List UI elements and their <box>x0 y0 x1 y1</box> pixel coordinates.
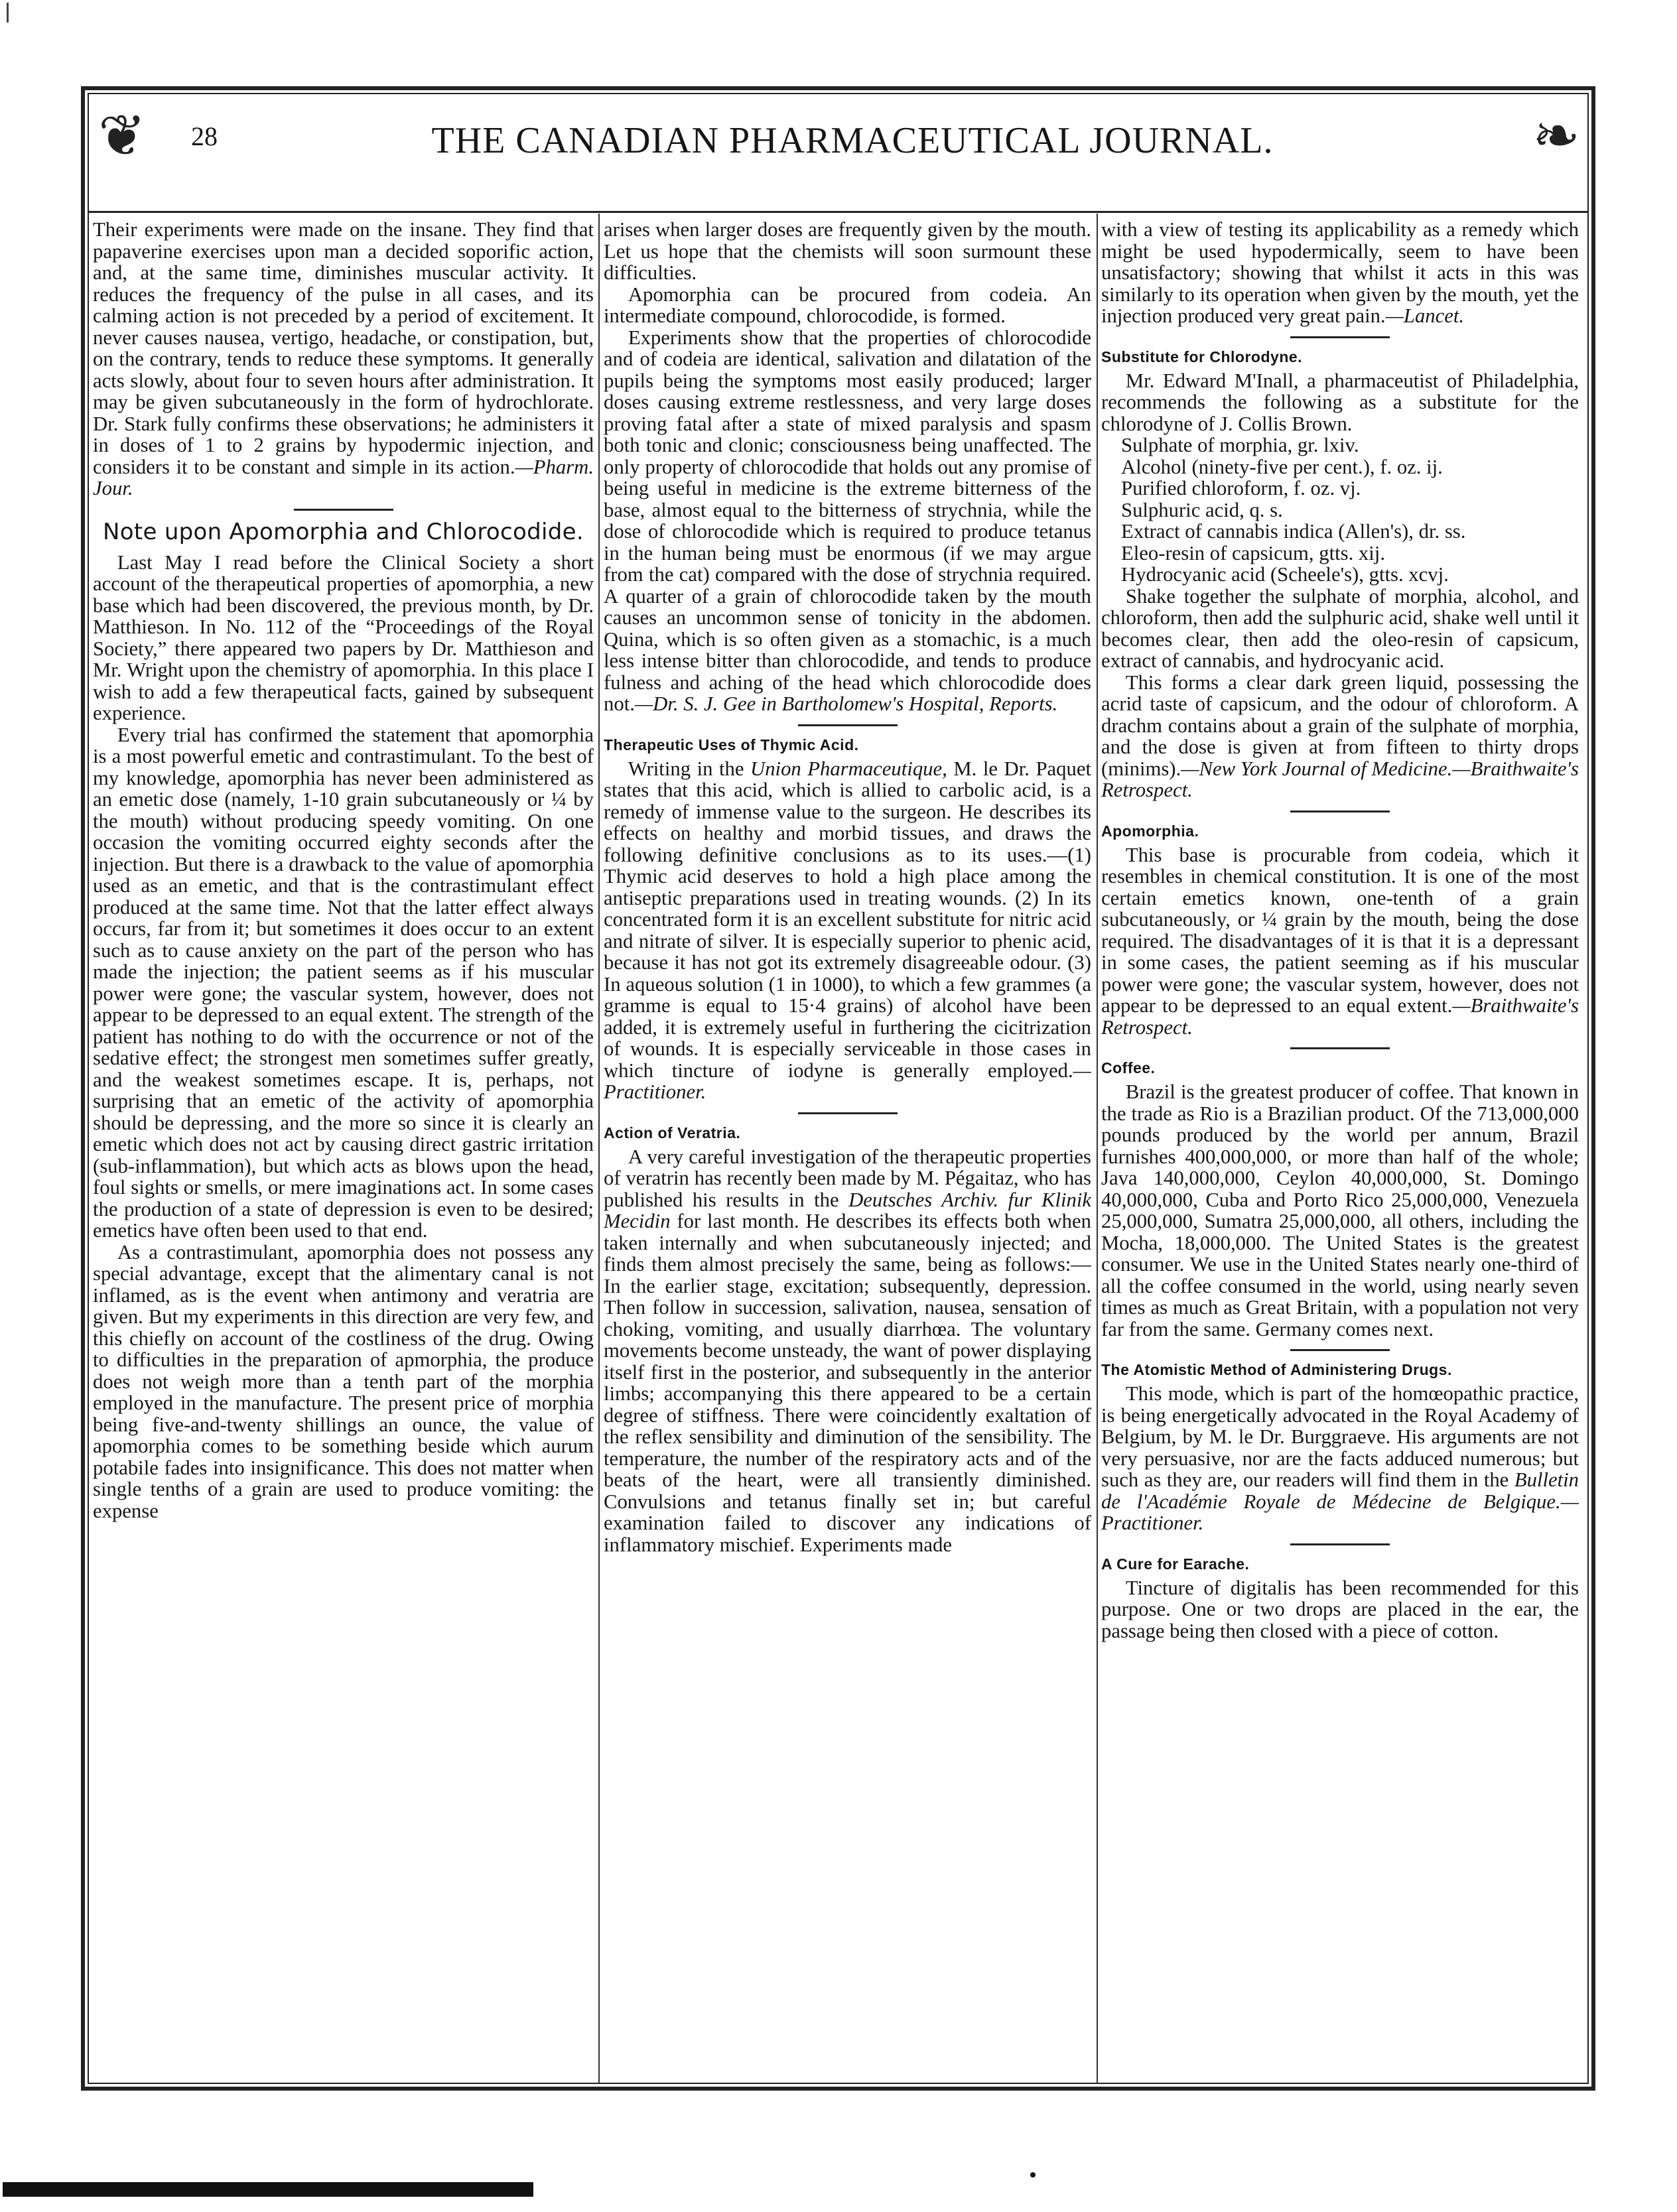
formula-item: Eleo-resin of capsicum, gtts. xij. <box>1121 541 1385 564</box>
paragraph-text: This forms a clear dark green liquid, possessing the acrid taste of capsicum, and the odour of chloroform. A drachm contains about a grain of the sulphate of morphia, and the dose is given at from fifteen to thirty drops (minims). <box>1101 671 1579 780</box>
source-citation: —Dr. S. J. Gee in Bartholomew's Hospital, Reports. <box>634 692 1058 715</box>
formula-item: Sulphuric acid, q. s. <box>1121 498 1283 521</box>
journal-name: Union Pharmaceutique, <box>750 757 947 780</box>
paragraph: Shake together the sulphate of morphia, alcohol, and chloroform, then add the sulphuric acid, shake well until it becomes clear, then add the oleo-resin of capsicum, extract of cannabis, and hydrocyanic acid. <box>1101 584 1579 672</box>
paragraph: Tincture of digitalis has been recommended for this purpose. One or two drops are placed in the ear, the passage being then closed with a piece of cotton. <box>1101 1576 1579 1642</box>
paragraph <box>1101 672 1579 801</box>
paragraph: Brazil is the greatest producer of coffee. That known in the trade as Rio is a Brazilian product. Of the 713,000,000 pounds produced by the world per annum, Brazil furnishes 400,000,000, or more than half of the whole; Java 140,000,000, Ceylon 40,000,000, St. Domingo 40,000,000, Cuba and Porto Rico 25,000,000, Venezuela 25,000,000, Sumatra 25,000,000, all others, including the Mocha, 18,000,000. The United States is the greatest consumer. We use in the United States nearly one-third of all the coffee consumed in the world, using nearly seven times as much as Great Britain, with a population not very far from the same. Germany comes next. <box>1101 1080 1579 1340</box>
scan-edge-bar <box>3 2182 533 2197</box>
paragraph-text: Writing in the <box>628 757 751 780</box>
formula-item: Sulphate of morphia, gr. lxiv. <box>1121 434 1359 456</box>
paragraph <box>93 219 594 499</box>
section-rule <box>798 724 898 726</box>
paragraph-text: Experiments show that the properties of chlorocodide and of codeia are identical, salivation and dilatation of the pupils being the symptoms most easily produced; larger doses causing extreme restlessness, and very large doses proving fatal after a state of mixed paralysis and spasm both tonic and clonic; consciousness being unaffected. The only property of chlorocodide that holds out any promise of being useful in medicine is the extreme bitterness of the base, almost equal to the bitterness of strychnia, while the dose of chlorocodide which is required to produce tetanus in the human being must be enormous (if we may argue from the cat) compared with the dose of strychnia required. A quarter of a grain of chlorocodide taken by the mouth causes an uncommon sense of tonicity in the abdomen. Quina, which is so often given as a stomachic, is a much less intense bitter than chlorocodide, and tends to produce fulness and aching of the head which chlorocodide does not. <box>604 326 1091 715</box>
source-citation: —Braithwaite's Retrospect. <box>1101 994 1579 1039</box>
column-rule <box>598 214 600 2083</box>
source-citation: —Practitioner. <box>604 1059 1091 1103</box>
section-rule <box>1290 1349 1390 1351</box>
article-title: The Atomistic Method of Administering Drugs. <box>1101 1361 1452 1378</box>
article-title: Substitute for Chlorodyne. <box>1101 348 1303 365</box>
formula-item: Alcohol (ninety-five per cent.), f. oz. ij. <box>1121 455 1443 478</box>
paragraph: Last May I read before the Clinical Society a short account of the therapeutical properties of apomorphia, a new base which had been discovered, the previous month, by Dr. Matthieson. In No. 112 of the “Proceedings of the Royal Society,” there appeared two papers by Dr. Matthieson and Mr. Wright upon the chemistry of apomorphia. In this place I wish to add a few therapeutical facts, gained by subsequent experience. <box>93 551 594 724</box>
paragraph-text: for last month. He describes its effects both when taken internally and when subcutaneously injected; and finds them almost precisely the same, being as follows:—In the earlier stage, excitation; subsequently, depression. Then follow in succession, salivation, nausea, sensation of choking, vomiting, and usually diarrhœa. The voluntary movements become unsteady, the want of power displaying itself first in the posterior, and subsequently in the anterior limbs; accompanying this there appeared to be a certain degree of stiffness. There were coincidently exaltation of the reflex sensibility and diminution of the sensibility. The temperature, the number of the respiratory acts and of the beats of the heart, were all transiently diminished. Convulsions and tetanus finally set in; but careful examination failed to discover any indications of inflammatory mischief. Experiments made <box>604 1210 1091 1556</box>
column-2 <box>604 219 1091 2212</box>
paragraph <box>1101 844 1579 1039</box>
source-citation: —Lancet. <box>1385 304 1465 327</box>
formula-list <box>1101 434 1579 586</box>
article-title: Therapeutic Uses of Thymic Acid. <box>604 736 859 753</box>
paragraph: arises when larger doses are frequently given by the mouth. Let us hope that the chemists will soon surmount these difficulties. <box>604 219 1091 284</box>
source-citation: —Practitioner. <box>1101 1490 1579 1534</box>
column-3 <box>1101 219 1579 2212</box>
article-title: A Cure for Earache. <box>1101 1555 1250 1573</box>
scan-speck <box>1030 2172 1036 2178</box>
section-rule <box>1290 1047 1390 1049</box>
paragraph: Mr. Edward M'Inall, a pharmaceutist of Philadelphia, recommends the following as a substitute for the chlorodyne of J. Collis Brown. <box>1101 369 1579 435</box>
paragraph <box>604 1146 1091 1556</box>
paragraph <box>1101 219 1579 327</box>
corner-ornament-right-icon: ❧ <box>1532 104 1580 168</box>
formula-item: Purified chloroform, f. oz. vj. <box>1121 477 1361 499</box>
paragraph-text: Their experiments were made on the insane. They find that papaverine exercises upon man a decided soporific action, and, at the same time, diminishes muscular activity. It reduces the frequency of the pulse in all cases, and its calming action is not preceded by a period of excitement. It never causes nausea, vertigo, headache, or constipation, but, on the contrary, tends to reduce these symptoms. It generally acts slowly, about four to seven hours after administration. It may be given subcutaneously in the form of hydrochlorate. Dr. Stark fully confirms these observations; he administers it in doses of 1 to 2 grains by hypodermic injection, and considers it to be constant and simple in its action. <box>93 219 594 478</box>
paragraph: Apomorphia can be procured from codeia. An intermediate compound, chlorocodide, is formed. <box>604 283 1091 327</box>
section-rule <box>1290 336 1390 338</box>
column-1 <box>93 219 594 2212</box>
page-number: 28 <box>191 121 218 151</box>
article-title: Action of Veratria. <box>604 1124 741 1141</box>
paragraph: Every trial has confirmed the statement that apomorphia is a most powerful emetic and contrastimulant. To the best of my knowledge, apomorphia has never been administered as an emetic dose (namely, 1-10 grain subcutaneously or ¼ by the mouth) without producing speedy vomiting. On one occasion the vomiting occurred eighty seconds after the injection. But there is a drawback to the value of apomorphia used as an emetic, and that is the contrastimulant effect produced at the same time. Not that the latter effect always occurs, far from it; but sometimes it does occur to an extent such as to cause anxiety on the part of the person who has made the injection; the patient seems as if his muscular power were gone; the vascular system, however, does not appear to be depressed to an equal extent. The strength of the patient has nothing to do with the occurrence or not of the sedative effect; the strongest men sometimes suffer greatly, and the weakest sometimes escape. It is, perhaps, not surprising that an emetic of the activity of apomorphia should be depressing, and the more so since it is clearly an emetic which does not act by causing direct gastric irritation (sub-inflammation), but which acts as blows upon the head, foul sights or smells, or mere imaginations act. In some cases the production of a state of depression is even to be desired; emetics have often been used to that end. <box>93 723 594 1242</box>
formula-item: Extract of cannabis indica (Allen's), dr. ss. <box>1121 520 1466 543</box>
paragraph <box>604 327 1091 715</box>
article-title: Coffee. <box>1101 1059 1156 1076</box>
article-title: Apomorphia. <box>1101 822 1199 840</box>
corner-ornament-left-icon: ❦ <box>98 104 147 168</box>
header-rule <box>88 211 1589 213</box>
journal-name: Bulletin de l'Académie Royale de Médecine de Belgique. <box>1101 1468 1579 1513</box>
paragraph-text: with a view of testing its applicability as a remedy which might be used hypodermically, seem to have been unsatisfactory; showing that whilst it acts in this was similarly to its operation when given by the mouth, yet the injection produced very great pain. <box>1101 219 1579 327</box>
section-rule <box>1290 811 1390 813</box>
journal-name: Deutsches Archiv. fur Klinik Mecidin <box>604 1188 1091 1232</box>
paragraph-text: A very careful investigation of the therapeutic properties of veratrin has recently been made by M. Pégaitaz, who has published his results in the <box>604 1145 1091 1211</box>
paragraph-text: This mode, which is part of the homœopathic practice, is being energetically advocated in the Royal Academy of Belgium, by M. le Dr. Burggraeve. His arguments are not very persuasive, nor are the facts adduced numerous; but such as they are, our readers will find them in the <box>1101 1382 1579 1491</box>
formula-item: Hydrocyanic acid (Scheele's), gtts. xcvj. <box>1121 563 1449 586</box>
article-title: Note upon Apomorphia and Chlorocodide. <box>103 518 584 545</box>
section-rule <box>294 509 393 511</box>
running-head: THE CANADIAN PHARMACEUTICAL JOURNAL. <box>431 120 1274 161</box>
paragraph <box>604 758 1091 1103</box>
paragraph <box>1101 1383 1579 1534</box>
paragraph-text: M. le Dr. Paquet states that this acid, which is allied to carbolic acid, is a remedy of immense value to the surgeon. He describes its effects on healthy and morbid tissues, and draws the following definitive conclusions as to its uses.—(1) Thymic acid deserves to hold a high place among the antiseptic preparations used in treating wounds. (2) In its concentrated form it is an excellent substitute for nitric acid and nitrate of silver. It is especially superior to phenic acid, because it has not got its extremely disagreeable odour. (3) In aqueous solution (1 in 1000), to which a few grammes (a gramme is equal to 15·4 grains) of alcohol have been added, it is extremely useful in furthering the cicitrization of wounds. It is especially serviceable in those cases in which tincture of iodyne is generally employed. <box>604 757 1091 1082</box>
section-rule <box>1290 1543 1390 1545</box>
section-rule <box>798 1112 898 1114</box>
source-citation: —New York Journal of Medicine.—Braithwaite's Retrospect. <box>1101 757 1579 801</box>
paragraph: As a contrastimulant, apomorphia does not possess any special advantage, except that the alimentary canal is not inflamed, as is the event when antimony and veratria are given. But my experiments in this direction are very few, and this chiefly on account of the costliness of the drug. Owing to difficulties in the preparation of apmorphia, the produce does not weigh more than a tenth part of the morphia employed in the manufacture. The present price of morphia being five-and-twenty shillings an ounce, the value of apomorphia comes to be something beside which aurum potabile fades into insignificance. This does not matter when single tenths of a grain are used to produce vomiting: the expense <box>93 1240 594 1522</box>
paragraph-text: This base is procurable from codeia, which it resembles in chemical constitution. It is one of the most certain emetics known, one-tenth of a grain subcutaneously, or ¼ grain by the mouth, being the dose required. The disadvantages of it is that it is a depressant in some cases, the patient seeming as if his muscular power were gone; the vascular system, however, does not appear to be depressed to an equal extent. <box>1101 843 1579 1017</box>
source-citation: —Pharm. Jour. <box>93 455 594 499</box>
column-rule <box>1097 214 1098 2083</box>
scan-mark <box>7 3 9 23</box>
